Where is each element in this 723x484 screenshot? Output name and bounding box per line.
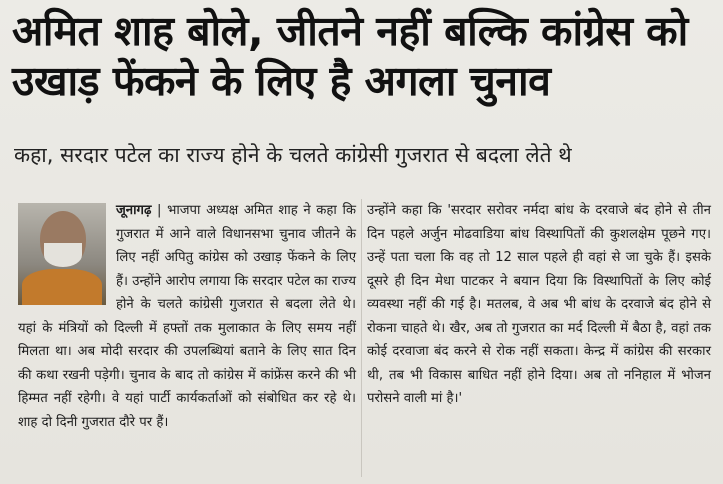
left-paragraph xyxy=(18,199,356,434)
portrait-beard xyxy=(44,243,82,267)
column-divider xyxy=(361,199,362,477)
headline: अमित शाह बोले, जीतने नहीं बल्कि कांग्रेस को उखाड़ फेंकने के लिए है अगला चुनाव xyxy=(12,7,688,105)
right-paragraph: उन्होंने कहा कि 'सरदार सरोवर नर्मदा बांध के दरवाजे बंद होने से तीन दिन पहले अर्जुन मोढवाडिया बांध विस्थापितों की कुशलक्षेम पूछने गए। उन्हें पता चला कि वह तो 12 साल पहले ही वहां से जा चुके हैं। इसके दूसरे ही दिन मेधा पाटकर ने बयान दिया कि विस्थापितों के लिए कोई व्यवस्था नहीं की गई है। मतलब, वे अब भी बांध के दरवाजे बंद होने से रोकना चाहते थे। खैर, अब तो गुजरात का मर्द दिल्ली में बैठा है, वहां तक कोई दरवाजा बंद करने से रोक नहीं सकता। केन्द्र में कांग्रेस की सरकार थी, तब भी विकास बाधित नहीं होने दिया। अब तो ननिहाल में भोजन परोसने वाली मां है।' xyxy=(367,203,711,406)
dateline: जूनागढ़ xyxy=(116,203,152,218)
portrait-body xyxy=(22,269,102,305)
left-body-text: भाजपा अध्यक्ष अमित शाह ने कहा कि गुजरात में आने वाले विधानसभा चुनाव जीतने के लिए नहीं अपितु कांग्रेस को उखाड़ फेंकने के लिए हैं। उन्होंने आरोप लगाया कि सरदार पटेल का राज्य होने के चलते कांग्रेसी गुजरात से बदला लेते थे। यहां के मंत्रियों को दिल्ली में हफ्तों तक मुलाकात के लिए समय नहीं मिलता था। अब मोदी सरदार की उपलब्धियां बताने के लिए सात दिन की कथा रखनी पड़ेगी। चुनाव के बाद तो कांग्रेस में कांफ्रेंस करने की भी हिम्मत नहीं रहेगी। वे यहां पार्टी कार्यकर्ताओं को संबोधित कर रहे थे। शाह दो दिनी गुजरात दौरे पर हैं। xyxy=(18,203,356,430)
subheadline: कहा, सरदार पटेल का राज्य होने के चलते कांग्रेसी गुजरात से बदला लेते थे xyxy=(14,143,572,167)
article-left-column xyxy=(18,199,356,434)
dateline-separator: | xyxy=(157,203,168,218)
article-right-column xyxy=(367,199,711,411)
portrait-photo xyxy=(18,203,106,305)
